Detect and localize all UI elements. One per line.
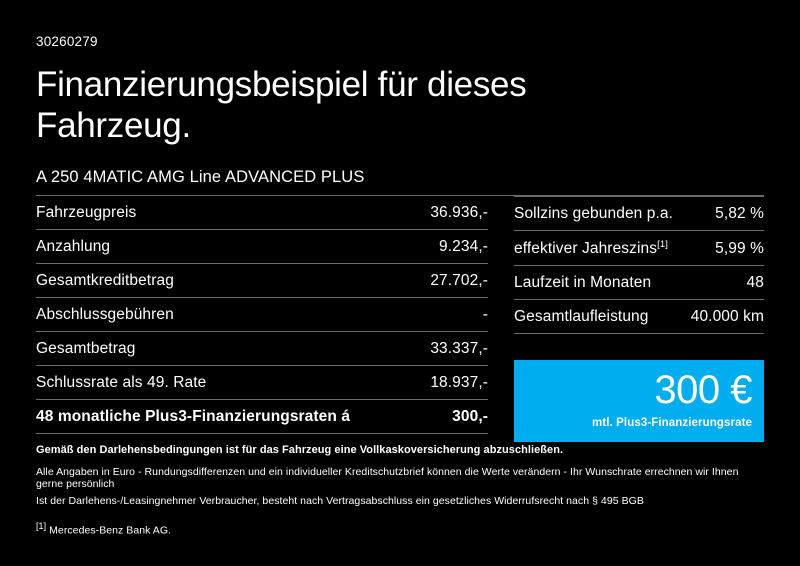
footnote-line-1: Alle Angaben in Euro - Rundungsdifferenzen und ein individueller Kreditschutzbrief können die Werte verändern - Ihr Wunschrate errechnen wir Ihnen gerne persönlich — [36, 466, 739, 490]
row-value: 5,82 % — [715, 205, 764, 223]
row-label: Laufzeit in Monaten — [514, 274, 652, 292]
table-row — [36, 366, 488, 400]
row-value: 33.337,- — [430, 340, 488, 358]
left-finance-table — [36, 196, 488, 442]
row-value: 36.936,- — [430, 204, 488, 222]
footnote-bank-note — [36, 521, 764, 537]
row-value: 27.702,- — [430, 272, 488, 290]
table-row — [514, 300, 764, 334]
row-label: Schlussrate als 49. Rate — [36, 374, 207, 392]
table-row-monthly-rate — [36, 400, 488, 434]
footnotes-block — [36, 444, 764, 547]
row-value: 40.000 km — [690, 308, 764, 326]
table-row — [36, 264, 488, 298]
row-value: 9.234,- — [439, 238, 488, 256]
finance-tables — [36, 196, 764, 442]
table-row — [514, 231, 764, 266]
footnote-marker: [1] — [36, 521, 47, 531]
footnote-marker: [1] — [657, 239, 668, 251]
row-label: Fahrzeugpreis — [36, 204, 137, 222]
table-row — [36, 298, 488, 332]
monthly-rate-highlight-box — [514, 360, 764, 442]
table-row — [36, 196, 488, 230]
row-label-text: effektiver Jahreszins — [514, 240, 658, 258]
table-row — [514, 196, 764, 231]
table-row — [514, 266, 764, 300]
right-finance-table — [514, 196, 764, 442]
row-label: Abschlussgebühren — [36, 306, 174, 324]
table-row — [36, 332, 488, 366]
row-value: 18.937,- — [430, 374, 488, 392]
row-value: 48 — [746, 274, 764, 292]
page-title: Finanzierungsbeispiel für dieses Fahrzeug. — [36, 65, 527, 145]
row-label: Gesamtbetrag — [36, 340, 136, 358]
footnote-insurance-note: Gemäß den Darlehensbedingungen ist für das Fahrzeug eine Vollkaskoversicherung abzuschließen. — [36, 444, 564, 456]
footnote-line-2: Ist der Darlehens-/Leasingnehmer Verbraucher, besteht nach Vertragsabschluss ein gesetzliches Widerrufsrecht nach § 495 BGB — [36, 495, 644, 507]
row-value: 300,- — [452, 408, 488, 426]
vehicle-model-line: A 250 4MATIC AMG Line ADVANCED PLUS — [36, 168, 764, 196]
footnote-bank-text: Mercedes-Benz Bank AG. — [49, 524, 172, 537]
row-label: Anzahlung — [36, 238, 111, 256]
table-row — [36, 230, 488, 264]
row-label: Gesamtkreditbetrag — [36, 272, 174, 290]
row-label: Sollzins gebunden p.a. — [514, 205, 674, 223]
row-label: Gesamtlaufleistung — [514, 308, 649, 326]
row-label: 48 monatliche Plus3-Finanzierungsraten á — [36, 408, 351, 426]
rate-caption: mtl. Plus3-Finanzierungsrate — [592, 416, 752, 429]
reference-number: 30260279 — [36, 34, 98, 49]
row-value: - — [482, 306, 488, 324]
row-label — [514, 239, 668, 258]
rate-amount: 300 € — [654, 367, 752, 412]
row-value: 5,99 % — [715, 240, 764, 258]
